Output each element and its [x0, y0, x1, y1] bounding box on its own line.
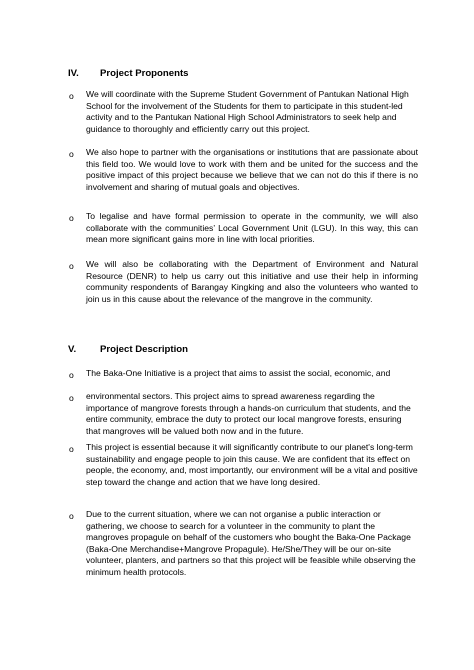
section-title: Project Description [100, 344, 188, 355]
list-item: Due to the current situation, where we can not organise a public interaction or gathering, we choose to search for a volunteer in the community to plant the mangroves propagule on behalf of the customers who bought the Baka-One Package (Baka-One Merchandise+Mangrove Propagule). He/She/They will be our on-site volunteer, planters, and partners so that this project will be feasible while observing the minimum health protocols. [86, 509, 416, 577]
section-heading-iv [68, 68, 189, 79]
list-item: We will coordinate with the Supreme Student Government of Pantukan National High School for the involvement of the Students for them to participate in this student-led activity and to the Pantukan National High School Administrators to seek help and guidance to thoroughly and efficiently carry out this project. [86, 89, 409, 134]
bullet-marker: o [69, 511, 74, 521]
bullet-marker: o [69, 91, 74, 101]
bullet-marker: o [69, 370, 74, 380]
section-number: IV. [68, 68, 79, 79]
list-item: This project is essential because it will significantly contribute to our planet's long-term sustainability and engage people to join this cause. We are confident that its effect on people, the economy, and, most importantly, our environment will be a vital and positive step toward the change and action that we have long desired. [86, 442, 418, 487]
bullet-marker: o [69, 213, 74, 223]
section-heading-v [68, 344, 188, 355]
section-title: Project Proponents [100, 68, 189, 79]
bullet-marker: o [69, 261, 74, 271]
bullet-marker: o [69, 393, 74, 403]
list-item: environmental sectors. This project aims to spread awareness regarding the importance of mangrove forests through a hands-on curriculum that students, and the entire community, embrace the duty to protect our local mangrove forests, ensuring that mangroves will be valued both now and in the future. [86, 391, 411, 436]
list-item: We also hope to partner with the organisations or institutions that are passionate about this field too. We would love to work with them and be united for the success and the positive impact of this project because we believe that we can not do this if there is no involvement and sharing of mutual goals and objectives. [86, 147, 418, 192]
list-item: The Baka-One Initiative is a project that aims to assist the social, economic, and [86, 368, 391, 378]
bullet-marker: o [69, 149, 74, 159]
section-number: V. [68, 344, 77, 355]
bullet-marker: o [69, 444, 74, 454]
list-item: To legalise and have formal permission to operate in the community, we will also collaborate with the communities’ Local Government Unit (LGU). In this way, this can mean more significant gains more in line with local priorities. [86, 211, 418, 245]
list-item: We will also be collaborating with the Department of Environment and Natural Resource (DENR) to help us carry out this initiative and use their help in informing community respondents of Barangay Kingking and also the volunteers who wanted to join us in this cause about the relevance of the mangrove in the community. [86, 259, 418, 304]
